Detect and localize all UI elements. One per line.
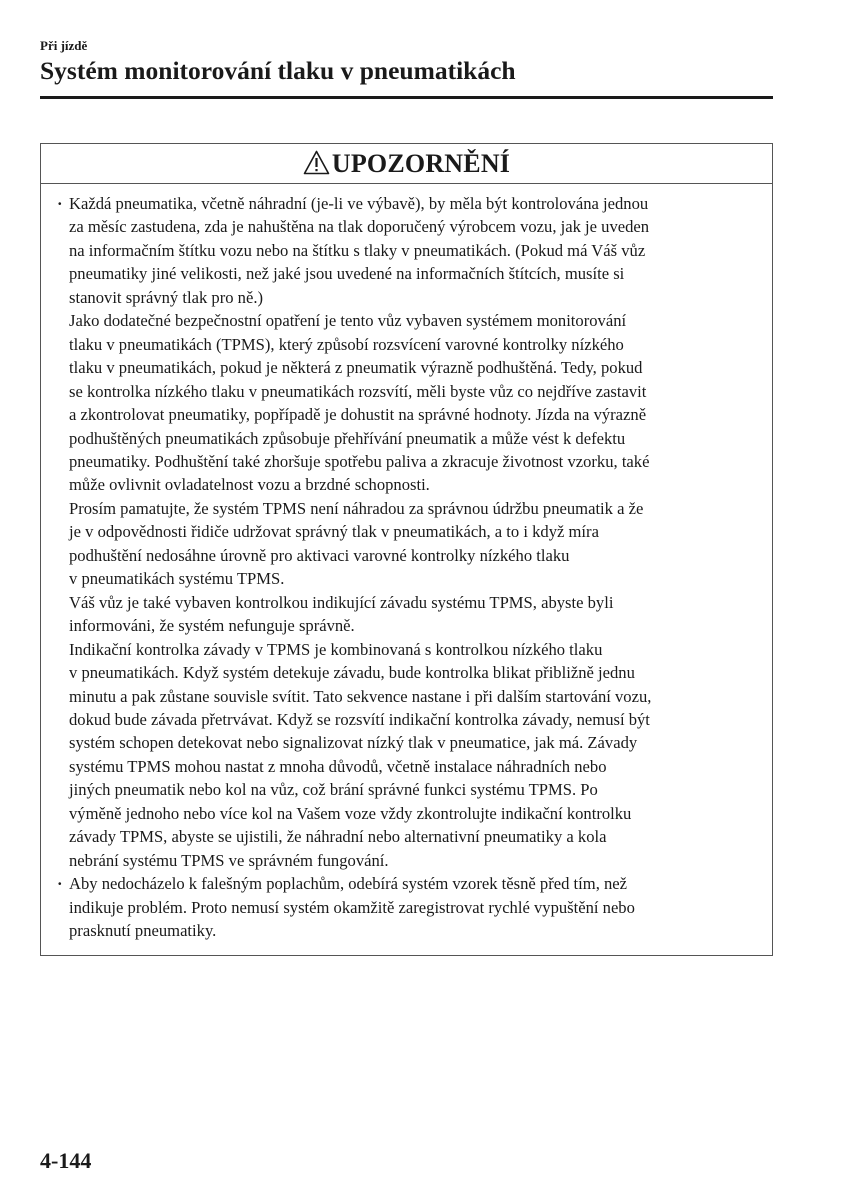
text-line: dokud bude závada přetrvávat. Když se rozsvítí indikační kontrolka závady, nemusí být	[69, 709, 650, 729]
page-number: 4-144	[40, 1148, 92, 1173]
text-line: tlaku v pneumatikách, pokud je některá z pneumatik výrazně podhuštěná. Tedy, pokud	[69, 358, 643, 378]
warning-list	[57, 192, 758, 943]
text-line: jiných pneumatik nebo kol na vůz, což brání správné funkci systému TPMS. Po	[69, 780, 598, 800]
bullet-mark: ·	[57, 874, 63, 894]
warning-bullet-item	[57, 872, 758, 942]
text-line: může ovlivnit ovladatelnost vozu a brzdné schopnosti.	[69, 475, 430, 495]
bullet-content	[69, 192, 758, 872]
text-line: je v odpovědnosti řidiče udržovat správný tlak v pneumatikách, a to i když míra	[69, 522, 599, 542]
text-line: za měsíc zastudena, zda je nahuštěna na tlak doporučený výrobcem vozu, jak je uveden	[69, 217, 650, 237]
text-line: se kontrolka nízkého tlaku v pneumatikách rozsvítí, měli byste vůz co nejdříve zastavit	[69, 381, 647, 401]
text-line: v pneumatikách systému TPMS.	[69, 569, 285, 589]
page-title: Systém monitorování tlaku v pneumatikách	[40, 56, 516, 85]
title-rule	[40, 96, 773, 99]
text-line: Váš vůz je také vybaven kontrolkou indikující závadu systému TPMS, abyste byli	[69, 592, 614, 612]
section-label: Při jízdě	[40, 38, 88, 53]
warning-header	[41, 144, 772, 184]
text-line: Indikační kontrolka závady v TPMS je kombinovaná s kontrolkou nízkého tlaku	[69, 639, 603, 659]
text-line: podhuštěných pneumatikách způsobuje přehřívání pneumatik a může vést k defektu	[69, 428, 626, 448]
text-line: na informačním štítku vozu nebo na štítku s tlaky v pneumatikách. (Pokud má Váš vůz	[69, 240, 646, 260]
text-line: informováni, že systém nefunguje správně.	[69, 616, 355, 636]
warning-bullet-item	[57, 192, 758, 872]
text-line: Jako dodatečné bezpečnostní opatření je tento vůz vybaven systémem monitorování	[69, 311, 627, 331]
text-line: v pneumatikách. Když systém detekuje závadu, bude kontrolka blikat přibližně jednu	[69, 663, 635, 683]
warning-box	[40, 143, 773, 956]
bullet-content	[69, 872, 758, 942]
text-line: podhuštění nedosáhne úrovně pro aktivaci varovné kontrolky nízkého tlaku	[69, 545, 570, 565]
warning-triangle-icon	[303, 150, 330, 175]
text-line: Prosím pamatujte, že systém TPMS není náhradou za správnou údržbu pneumatik a že	[69, 498, 644, 518]
text-line: systém schopen detekovat nebo signalizovat nízký tlak v pneumatice, jak má. Závady	[69, 733, 638, 753]
text-line: Každá pneumatika, včetně náhradní (je-li ve výbavě), by měla být kontrolována jednou	[69, 194, 649, 213]
text-line: prasknutí pneumatiky.	[69, 921, 217, 941]
text-line: nebrání systému TPMS ve správném fungování.	[69, 850, 389, 870]
warning-body	[41, 184, 772, 943]
text-line: pneumatiky. Podhuštění také zhoršuje spotřebu paliva a zkracuje životnost vzorku, také	[69, 451, 650, 471]
warning-title: UPOZORNĚNÍ	[331, 148, 511, 178]
text-line: a zkontrolovat pneumatiky, popřípadě je dohustit na správné hodnoty. Jízda na výrazně	[69, 405, 647, 425]
text-line: stanovit správný tlak pro ně.)	[69, 287, 264, 307]
bullet-mark: ·	[57, 194, 63, 213]
text-line: Aby nedocházelo k falešným poplachům, odebírá systém vzorek těsně před tím, než	[69, 874, 628, 894]
text-line: systému TPMS mohou nastat z mnoha důvodů, včetně instalace náhradních nebo	[69, 756, 607, 776]
text-line: výměně jednoho nebo více kol na Vašem voze vždy zkontrolujte indikační kontrolku	[69, 803, 632, 823]
text-line: tlaku v pneumatikách (TPMS), který způsobí rozsvícení varovné kontrolky nízkého	[69, 334, 624, 354]
text-line: indikuje problém. Proto nemusí systém okamžitě zaregistrovat rychlé vypuštění nebo	[69, 897, 635, 917]
text-line: minutu a pak zůstane souvisle svítit. Tato sekvence nastane i při dalším startování vozu,	[69, 686, 652, 706]
text-line: závady TPMS, abyste se ujistili, že náhradní nebo alternativní pneumatiky a kola	[69, 827, 607, 847]
text-line: pneumatiky jiné velikosti, než jaké jsou uvedené na informačních štítcích, musíte si	[69, 264, 625, 284]
